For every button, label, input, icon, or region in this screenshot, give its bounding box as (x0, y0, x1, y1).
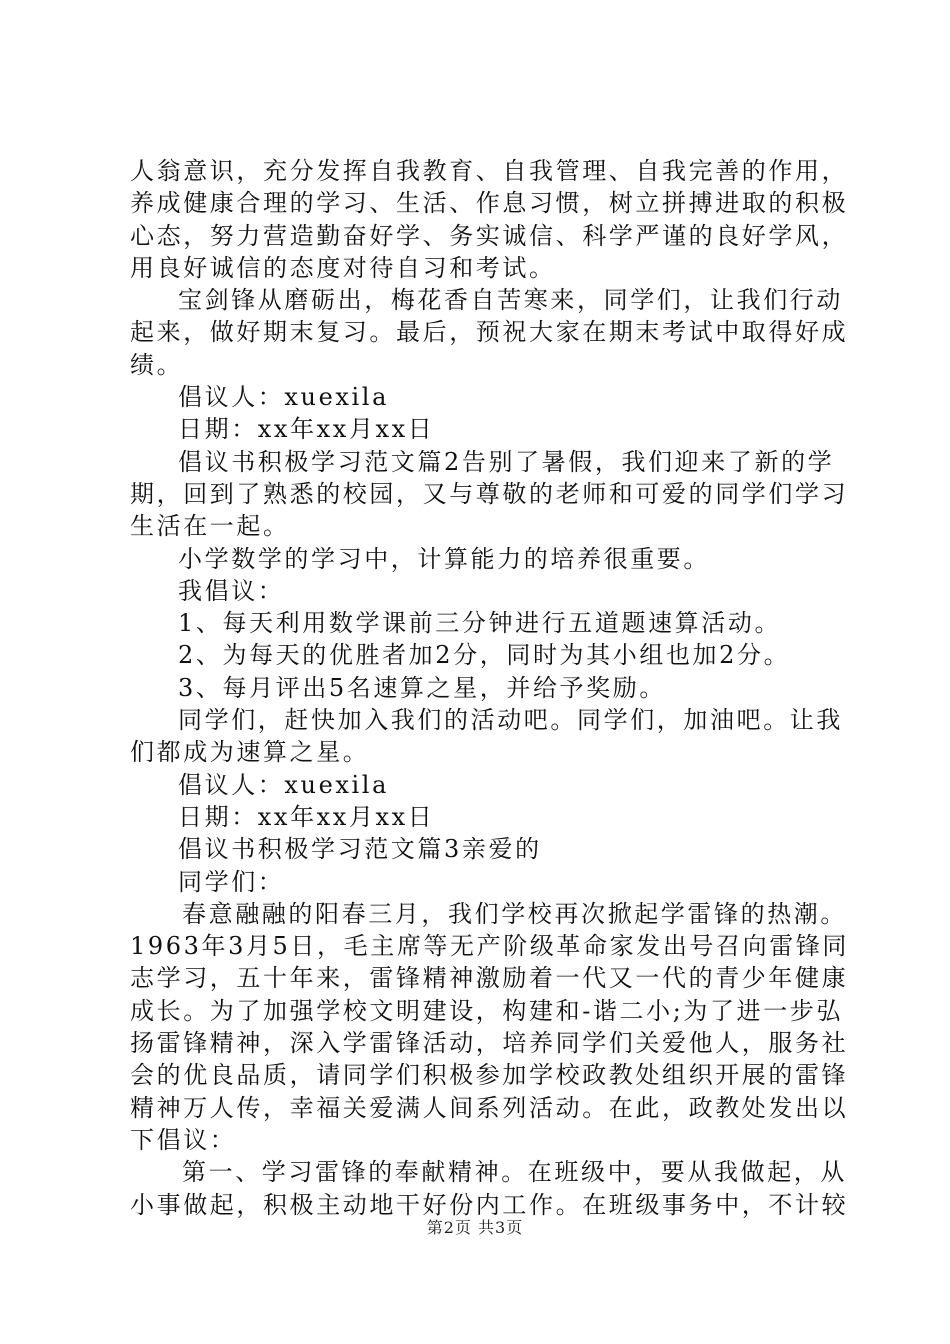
section-heading: 倡议书积极学习范文篇3亲爱的 (178, 835, 542, 864)
text-line: 心态，努力营造勤奋好学、务实诚信、科学严谨的良好学风， (130, 221, 849, 250)
text-line: 我倡议： (178, 576, 285, 605)
text-line: 生活在一起。 (130, 512, 290, 541)
page-number: 第2页 共3页 (426, 1218, 524, 1237)
text-line: 宝剑锋从磨砺出，梅花香自苦寒来，同学们，让我们行动 (178, 286, 843, 315)
text-line: 下倡议： (130, 1125, 237, 1154)
document-body (130, 155, 850, 1221)
text-line: 会的优良品质，请同学们积极参加学校政教处组织开展的雷锋 (130, 1061, 849, 1090)
text-line: 小学数学的学习中，计算能力的培养很重要。 (178, 544, 710, 573)
text-line: 同学们，赶快加入我们的活动吧。同学们，加油吧。让我 (178, 706, 843, 735)
date-line: 日期：xx年xx月xx日 (178, 802, 435, 831)
list-item: 3、每月评出5名速算之星，并给予奖励。 (178, 673, 666, 702)
text-line: 养成健康合理的学习、生活、作息习惯，树立拼搏进取的积极 (130, 189, 849, 218)
text-line: 期，回到了熟悉的校园，又与尊敬的老师和可爱的同学们学习 (130, 479, 849, 508)
date-line: 日期：xx年xx月xx日 (178, 415, 435, 444)
text-line: 起来，做好期末复习。最后，预祝大家在期末考试中取得好成 (130, 318, 849, 347)
text-line: 绩。 (130, 350, 184, 379)
proposer-line: 倡议人：xuexila (178, 770, 389, 799)
list-item: 2、为每天的优胜者加2分，同时为其小组也加2分。 (178, 641, 791, 670)
text-line: 1963年3月5日，毛主席等无产阶级革命家发出号召向雷锋同 (130, 932, 850, 961)
text-line: 用良好诚信的态度对待自习和考试。 (130, 253, 556, 282)
text-line: 精神万人传，幸福关爱满人间系列活动。在此，政教处发出以 (130, 1093, 849, 1122)
text-line: 们都成为速算之星。 (130, 738, 370, 767)
text-line: 扬雷锋精神，深入学雷锋活动，培养同学们关爱他人，服务社 (130, 1029, 849, 1058)
page-footer (0, 1215, 950, 1238)
text-line: 人翁意识，充分发挥自我教育、自我管理、自我完善的作用， (130, 157, 849, 185)
proposer-line: 倡议人：xuexila (178, 383, 389, 412)
text-line: 成长。为了加强学校文明建设，构建和-谐二小;为了进一步弘 (130, 996, 843, 1025)
section-heading: 倡议书积极学习范文篇2告别了暑假，我们迎来了新的学 (178, 447, 835, 476)
salutation-line: 同学们： (178, 867, 285, 896)
text-line: 小事做起，积极主动地干好份内工作。在班级事务中，不计较 (130, 1190, 849, 1219)
text-line: 春意融融的阳春三月，我们学校再次掀起学雷锋的热潮。 (182, 899, 847, 928)
list-item: 1、每天利用数学课前三分钟进行五道题速算活动。 (178, 609, 782, 638)
text-line: 志学习，五十年来，雷锋精神激励着一代又一代的青少年健康 (130, 964, 849, 993)
text-line: 第一、学习雷锋的奉献精神。在班级中，要从我做起，从 (182, 1158, 847, 1187)
